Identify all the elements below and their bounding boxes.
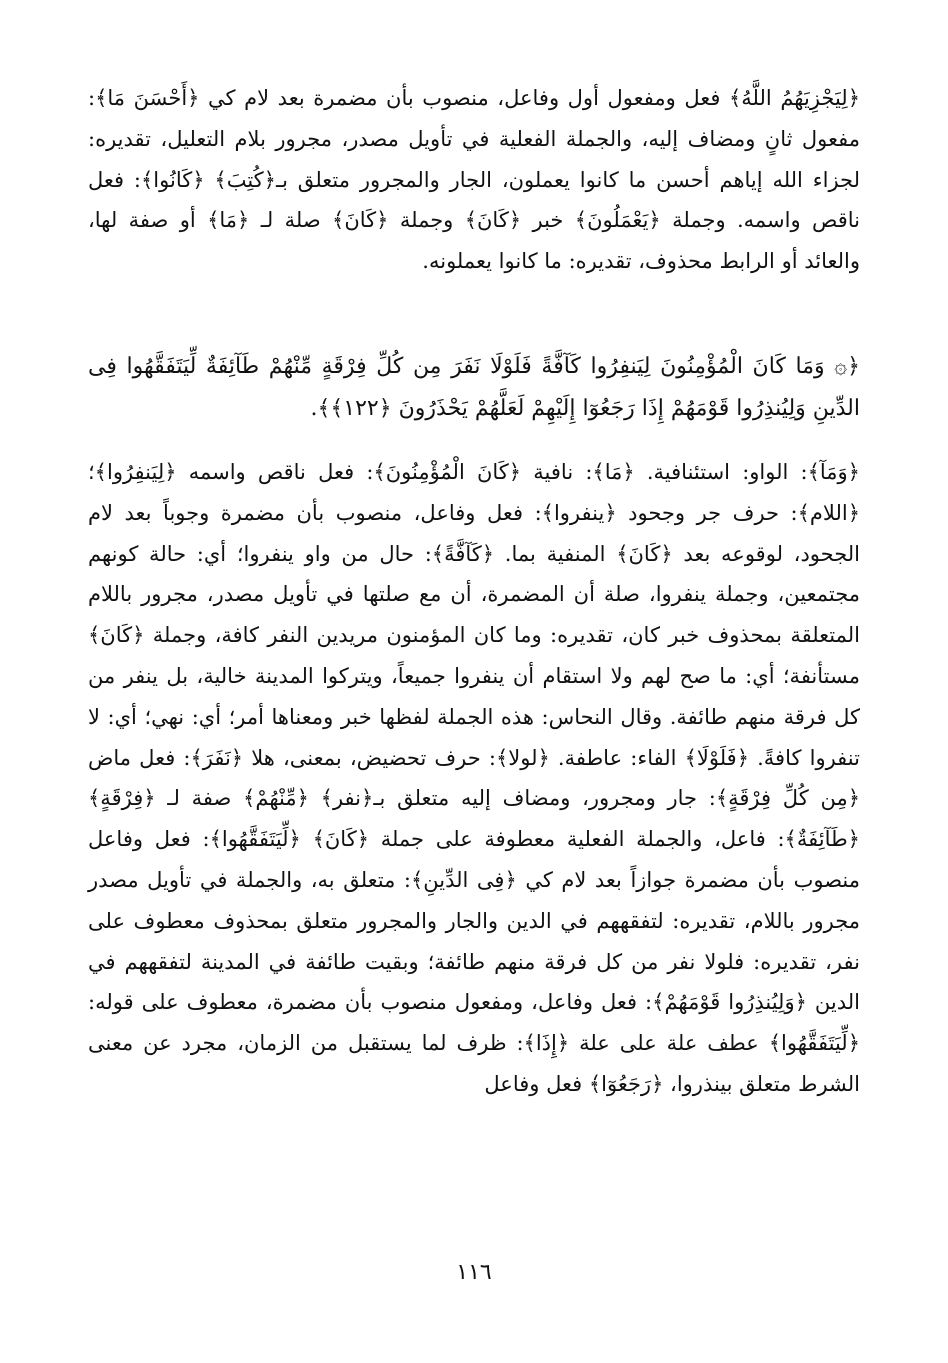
grammar-paragraph-1: ﴿لِيَجْزِيَهُمُ اللَّهُ﴾ فعل ومفعول أول وفاعل، منصوب بأن مضمرة بعد لام كي ﴿أَحْسَنَ مَا﴾: مفعول ثانٍ ومضاف إليه، والجملة الفعلية في تأويل مصدر، مجرور بلام التعليل، تقديره: لجزاء الله إياهم أحسن ما كانوا يعملون، الجار والمجرور متعلق بـ﴿كُتِبَ﴾ ﴿كَانُوا﴾: فعل ناقص واسمه. وجملة ﴿يَعْمَلُونَ﴾ خبر ﴿كَانَ﴾ وجملة ﴿كَانَ﴾ صلة لـ ﴿مَا﴾ أو صفة لها، والعائد أو الرابط محذوف، تقديره: ما كانوا يعملونه. (88, 86, 860, 274)
page-number: ١١٦ (456, 1260, 492, 1285)
grammar-paragraph-2: ﴿وَمَآ﴾: الواو: استئنافية. ﴿مَا﴾: نافية ﴿كَانَ الْمُؤْمِنُونَ﴾: فعل ناقص واسمه ﴿لِيَنفِرُوا﴾؛ ﴿اللام﴾: حرف جر وجحود ﴿ينفروا﴾: فعل وفاعل، منصوب بأن مضمرة وجوباً بعد لام الجحود، لوقوعه بعد ﴿كَانَ﴾ المنفية بما. ﴿كَآفَّةً﴾: حال من واو ينفروا؛ أي: حالة كونهم مجتمعين، وجملة ينفروا، صلة أن المضمرة، أن مع صلتها في تأويل مصدر، مجرور باللام المتعلقة بمحذوف خبر كان، تقديره: وما كان المؤمنون مريدين النفر كافة، وجملة ﴿كَانَ﴾ مستأنفة؛ أي: ما صح لهم ولا استقام أن ينفروا جميعاً، ويتركوا المدينة خالية، بل ينفر من كل فرقة منهم طائفة. وقال النحاس: هذه الجملة لفظها خبر ومعناها أمر؛ أي: نهي؛ أي: لا تنفروا كافةً. ﴿فَلَوْلَا﴾ الفاء: عاطفة. ﴿لولا﴾: حرف تحضيض، بمعنى، هلا ﴿نَفَرَ﴾: فعل ماض ﴿مِن كُلِّ فِرْقَةٍ﴾: جار ومجرور، ومضاف إليه متعلق بـ﴿نفر﴾ ﴿مِّنْهُمْ﴾ صفة لـ ﴿فِرْقَةٍ﴾ ﴿طَآئِفَةٌ﴾: فاعل، والجملة الفعلية معطوفة على جملة ﴿كَانَ﴾ ﴿لِّيَتَفَقَّهُوا﴾: فعل وفاعل منصوب بأن مضمرة جوازاً بعد لام كي ﴿فِى الدِّينِ﴾: متعلق به، والجملة في تأويل مصدر مجرور باللام، تقديره: لتفقههم في الدين والجار والمجرور متعلق بمحذوف معطوف على نفر، تقديره: فلولا نفر من كل فرقة منهم طائفة؛ وبقيت طائفة في المدينة لتفقههم في الدين ﴿وَلِيُنذِرُوا قَوْمَهُمْ﴾: فعل وفاعل، ومفعول منصوب بأن مضمرة، معطوف على قوله: ﴿لِّيَتَفَقَّهُوا﴾ عطف علة على علة ﴿إِذَا﴾: ظرف لما يستقبل من الزمان، مجرد عن معنى الشرط متعلق بينذروا، ﴿رَجَعُوٓا﴾ فعل وفاعل (88, 460, 861, 1096)
quran-verse: ﴿۞ وَمَا كَانَ الْمُؤْمِنُونَ لِيَنفِرُوا كَآفَّةً فَلَوْلَا نَفَرَ مِن كُلِّ فِرْقَةٍ مِّنْهُمْ طَآئِفَةٌ لِّيَتَفَقَّهُوا فِى الدِّينِ وَلِيُنذِرُوا قَوْمَهُمْ إِذَا رَجَعُوٓا إِلَيْهِمْ لَعَلَّهُمْ يَحْذَرُونَ ﴿١٢٢﴾﴾. (88, 354, 860, 421)
